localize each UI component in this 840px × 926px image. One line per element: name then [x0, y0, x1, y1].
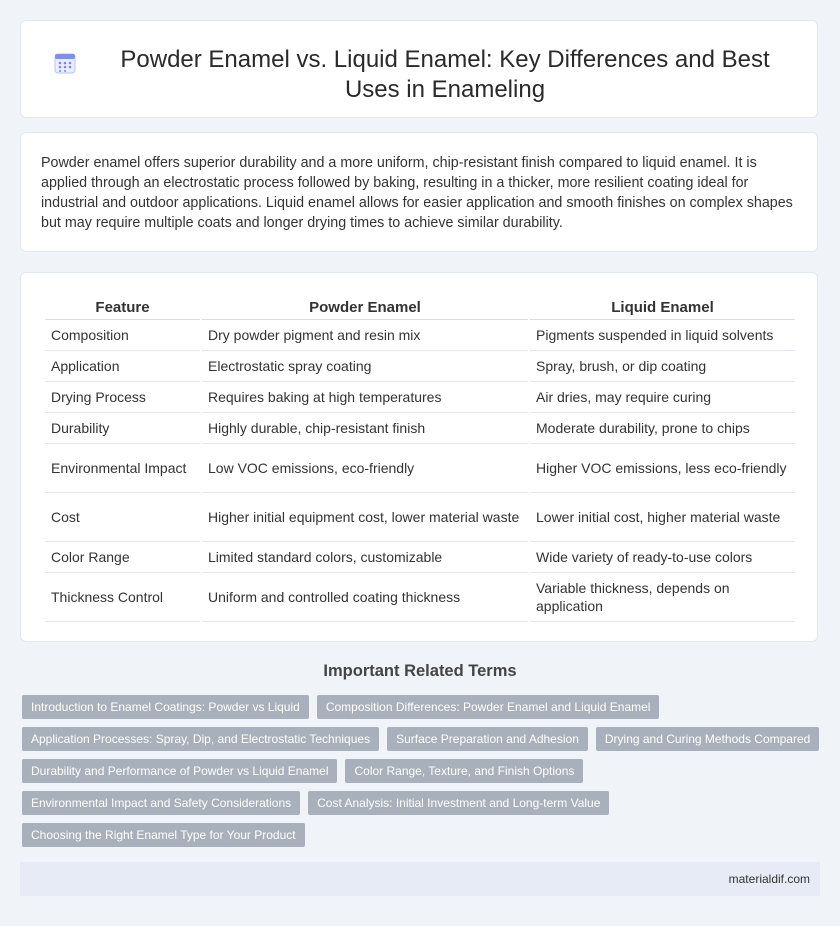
powder-cell: Uniform and controlled coating thickness — [202, 573, 528, 622]
calendar-grid-icon — [53, 51, 77, 75]
feature-cell: Cost — [45, 493, 200, 542]
powder-cell: Requires baking at high temperatures — [202, 382, 528, 413]
footer — [20, 862, 820, 896]
liquid-cell: Lower initial cost, higher material waste — [530, 493, 795, 542]
comparison-table-card — [20, 272, 818, 642]
powder-cell: Electrostatic spray coating — [202, 351, 528, 382]
page-title: Powder Enamel vs. Liquid Enamel: Key Differences and Best Uses in Enameling — [120, 46, 770, 103]
comparison-table — [43, 293, 797, 622]
table-header-row — [45, 293, 795, 320]
related-term-tag[interactable]: Composition Differences: Powder Enamel and Liquid Enamel — [317, 695, 660, 719]
header-powder-enamel: Powder Enamel — [202, 293, 528, 320]
table-row — [45, 413, 795, 444]
powder-cell: Higher initial equipment cost, lower material waste — [202, 493, 528, 542]
liquid-cell: Higher VOC emissions, less eco-friendly — [530, 444, 795, 493]
feature-cell: Drying Process — [45, 382, 200, 413]
related-terms-heading: Important Related Terms — [323, 662, 517, 680]
title-card — [20, 20, 818, 118]
powder-cell: Limited standard colors, customizable — [202, 542, 528, 573]
liquid-cell: Air dries, may require curing — [530, 382, 795, 413]
header-liquid-enamel: Liquid Enamel — [530, 293, 795, 320]
related-term-tag[interactable]: Surface Preparation and Adhesion — [387, 727, 588, 751]
related-term-tag[interactable]: Environmental Impact and Safety Considerations — [22, 791, 300, 815]
table-row — [45, 573, 795, 622]
feature-cell: Durability — [45, 413, 200, 444]
summary-card — [20, 132, 818, 252]
related-terms-list — [22, 695, 822, 855]
related-term-tag[interactable]: Introduction to Enamel Coatings: Powder vs Liquid — [22, 695, 309, 719]
table-row — [45, 351, 795, 382]
powder-cell: Dry powder pigment and resin mix — [202, 320, 528, 351]
feature-cell: Application — [45, 351, 200, 382]
summary-text: Powder enamel offers superior durability and a more uniform, chip-resistant finish compared to liquid enamel. It is applied through an electrostatic process followed by baking, resulting in a thicker, more resilient coating ideal for industrial and outdoor applications. Liquid enamel allows for easier application and smooth finishes on complex shapes but may require multiple coats and longer drying times to achieve similar durability. — [41, 155, 793, 231]
related-term-tag[interactable]: Color Range, Texture, and Finish Options — [345, 759, 583, 783]
related-term-tag[interactable]: Cost Analysis: Initial Investment and Long-term Value — [308, 791, 609, 815]
liquid-cell: Pigments suspended in liquid solvents — [530, 320, 795, 351]
liquid-cell: Spray, brush, or dip coating — [530, 351, 795, 382]
liquid-cell: Moderate durability, prone to chips — [530, 413, 795, 444]
feature-cell: Color Range — [45, 542, 200, 573]
powder-cell: Low VOC emissions, eco-friendly — [202, 444, 528, 493]
feature-cell: Thickness Control — [45, 573, 200, 622]
table-row — [45, 382, 795, 413]
related-term-tag[interactable]: Application Processes: Spray, Dip, and Electrostatic Techniques — [22, 727, 379, 751]
powder-cell: Highly durable, chip-resistant finish — [202, 413, 528, 444]
feature-cell: Environmental Impact — [45, 444, 200, 493]
table-row — [45, 493, 795, 542]
header-feature: Feature — [45, 293, 200, 320]
table-row — [45, 320, 795, 351]
related-term-tag[interactable]: Choosing the Right Enamel Type for Your Product — [22, 823, 305, 847]
liquid-cell: Variable thickness, depends on application — [530, 573, 795, 622]
table-row — [45, 444, 795, 493]
footer-site-name[interactable]: materialdif.com — [728, 872, 810, 886]
liquid-cell: Wide variety of ready-to-use colors — [530, 542, 795, 573]
related-term-tag[interactable]: Drying and Curing Methods Compared — [596, 727, 819, 751]
table-row — [45, 542, 795, 573]
related-term-tag[interactable]: Durability and Performance of Powder vs Liquid Enamel — [22, 759, 337, 783]
feature-cell: Composition — [45, 320, 200, 351]
